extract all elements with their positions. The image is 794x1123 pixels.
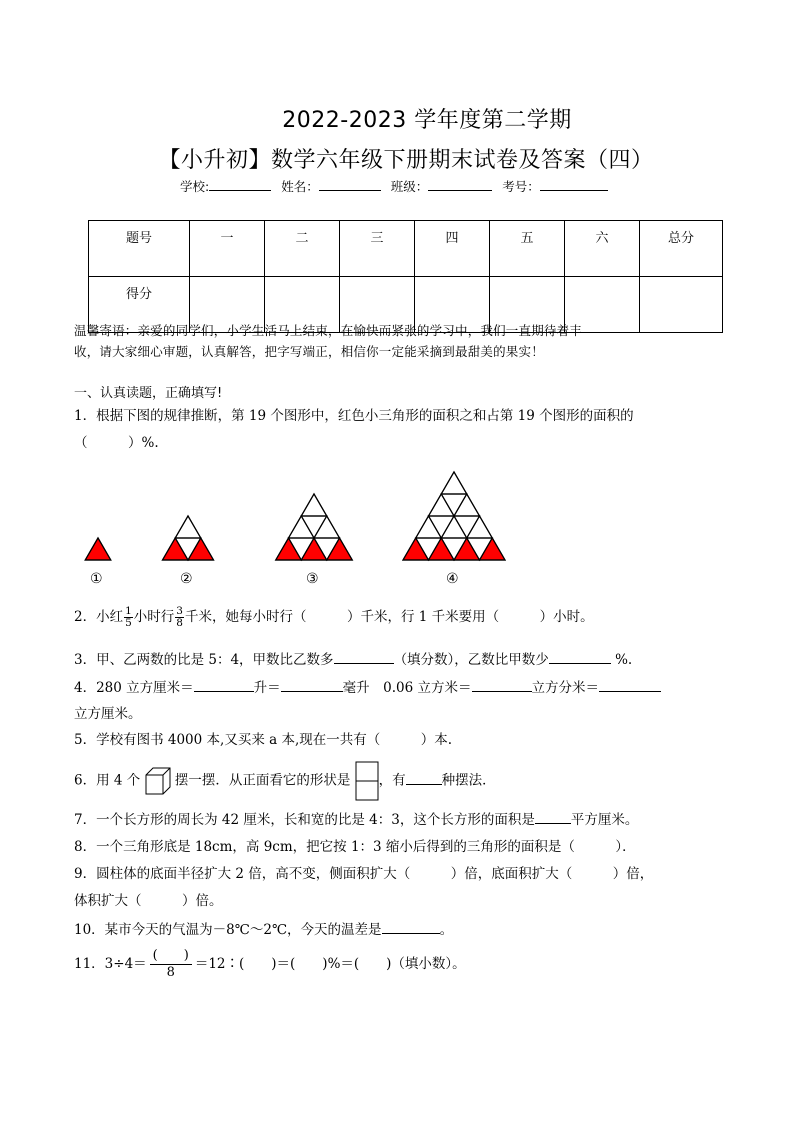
question-text: 。 <box>439 922 454 938</box>
answer-blank[interactable] <box>334 650 394 664</box>
question-5: 5．学校有图书 4000 本,又买来 a 本,现在一共有（ ）本. <box>74 732 453 748</box>
question-6 <box>74 761 496 801</box>
question-text: 种摆法． <box>441 772 496 789</box>
triangle-figures-group <box>85 472 505 560</box>
question-3 <box>74 648 632 668</box>
table-cell: 五 <box>490 221 565 277</box>
school-field[interactable] <box>209 178 271 191</box>
small-triangle <box>454 516 480 538</box>
fraction <box>150 948 192 981</box>
red-triangle <box>480 538 506 560</box>
table-cell: 总分 <box>640 221 723 277</box>
red-triangle <box>327 538 353 560</box>
table-cell: 六 <box>565 221 640 277</box>
exam-no-label: 考号： <box>502 179 540 194</box>
fraction <box>124 606 133 629</box>
question-text: 小时行 <box>133 609 175 625</box>
answer-blank[interactable] <box>382 920 440 934</box>
question-1-line-1: 1．根据下图的规律推断，第 19 个图形中，红色小三角形的面积之和占第 19 个图形的面积的 <box>74 408 634 424</box>
figure-label: ③ <box>306 571 319 587</box>
answer-blank[interactable] <box>472 678 532 692</box>
table-cell: 三 <box>340 221 415 277</box>
page-subtitle: 【小升初】数学六年级下册期末试卷及答案（四） <box>158 148 654 173</box>
question-text: 4．280 立方厘米＝ <box>74 680 194 696</box>
score-table <box>88 220 723 333</box>
question-text: ，有 <box>378 772 406 789</box>
name-field[interactable] <box>319 178 381 191</box>
answer-blank[interactable] <box>535 810 571 824</box>
red-triangle <box>301 538 327 560</box>
cube-icon <box>145 767 171 795</box>
triangle-pattern-figures <box>0 450 794 600</box>
fraction <box>175 606 184 629</box>
question-text: 7．一个长方形的周长为 42 厘米，长和宽的比是 4：3，这个长方形的面积是 <box>74 812 535 828</box>
red-triangle <box>276 538 302 560</box>
fraction-numerator: 1 <box>125 605 132 617</box>
small-triangle <box>429 494 455 516</box>
question-text: 千米，她每小时行（ ）千米，行 1 千米要用（ ）小时。 <box>184 609 594 625</box>
fraction-denominator: 8 <box>176 617 183 629</box>
red-triangle <box>429 538 455 560</box>
small-triangle <box>441 472 467 494</box>
answer-blank[interactable] <box>549 650 611 664</box>
red-triangle <box>188 538 214 560</box>
question-2 <box>74 605 594 629</box>
small-triangle <box>429 516 455 538</box>
front-view-shape-icon <box>355 761 379 801</box>
page-title: 2022-2023 学年度第二学期 <box>282 108 572 133</box>
table-cell: 一 <box>190 221 265 277</box>
question-text: 2．小红 <box>74 609 124 625</box>
question-text: 10．某市今天的气温为－8℃～2℃，今天的温差是 <box>74 922 382 938</box>
question-4-line-1 <box>74 676 661 696</box>
red-triangle <box>85 538 111 560</box>
small-triangle <box>416 516 442 538</box>
table-cell: 二 <box>265 221 340 277</box>
small-triangle <box>314 516 340 538</box>
question-text: 3．甲、乙两数的比是 5：4，甲数比乙数多 <box>74 652 334 668</box>
fraction-numerator: 3 <box>176 605 183 617</box>
question-9-line-2: 体积扩大（ ）倍。 <box>74 893 223 909</box>
table-cell: 题号 <box>89 221 190 277</box>
small-triangle <box>289 516 315 538</box>
school-label: 学校: <box>180 179 210 194</box>
table-cell: 四 <box>415 221 490 277</box>
question-text: 平方厘米。 <box>570 812 639 828</box>
class-label: 班级： <box>390 179 429 194</box>
small-triangle <box>454 494 480 516</box>
answer-blank[interactable] <box>281 678 343 692</box>
small-triangle <box>441 494 467 516</box>
small-triangle <box>175 516 201 538</box>
question-8: 8．一个三角形底是 18cm，高 9cm，把它按 1：3 缩小后得到的三角形的面积是（ ）． <box>74 839 636 855</box>
small-triangle <box>467 516 493 538</box>
small-triangle <box>301 494 327 516</box>
question-text: 毫升 0.06 立方米＝ <box>342 680 472 696</box>
small-triangle <box>441 516 467 538</box>
figure-label: ④ <box>446 571 459 587</box>
fraction-denominator: 8 <box>166 965 175 980</box>
small-triangle <box>301 516 327 538</box>
figure-label: ② <box>180 571 193 587</box>
red-triangle <box>403 538 429 560</box>
table-cell: 得分 <box>89 277 190 333</box>
question-7 <box>74 808 638 828</box>
answer-blank[interactable] <box>406 771 442 785</box>
question-text: ＝12∶( )＝( )%＝( )（填小数）。 <box>194 956 466 972</box>
question-text: 摆一摆．从正面看它的形状是 <box>174 772 351 789</box>
fraction-denominator: 5 <box>125 617 132 629</box>
fraction-numerator: ( ) <box>150 948 192 965</box>
section-heading: 一、认真读题，正确填写! <box>74 386 223 401</box>
question-text: 升＝ <box>253 680 281 696</box>
score-cell[interactable] <box>640 277 723 333</box>
question-4-line-2: 立方厘米。 <box>74 706 142 722</box>
class-field[interactable] <box>428 178 492 191</box>
figure-label: ① <box>90 571 103 587</box>
question-1-line-2: （ ）%. <box>74 435 159 451</box>
exam-no-field[interactable] <box>540 178 608 191</box>
question-9-line-1: 9．圆柱体的底面半径扩大 2 倍，高不变，侧面积扩大（ ）倍，底面积扩大（ ）倍， <box>74 866 654 882</box>
answer-blank[interactable] <box>599 678 661 692</box>
question-text: 立方分米＝ <box>531 680 600 696</box>
red-triangle <box>163 538 189 560</box>
question-text: 6．用 4 个 <box>74 772 141 789</box>
question-11 <box>74 948 466 981</box>
tips-line-1: 温馨寄语：亲爱的同学们，小学生活马上结束，在愉快而紧张的学习中，我们一直期待着丰 <box>74 323 583 338</box>
name-label: 姓名： <box>281 179 319 194</box>
question-text: 11．3÷4＝ <box>74 956 147 972</box>
question-10 <box>74 918 453 938</box>
question-text: （填分数），乙数比甲数少 <box>393 652 549 668</box>
question-text: %. <box>610 652 633 668</box>
score-table-header-row <box>89 221 723 277</box>
red-triangle <box>454 538 480 560</box>
tips-line-2: 收，请大家细心审题，认真解答，把字写端正，相信你一定能采摘到最甜美的果实！ <box>74 344 544 359</box>
student-info-line <box>180 177 608 195</box>
answer-blank[interactable] <box>194 678 254 692</box>
